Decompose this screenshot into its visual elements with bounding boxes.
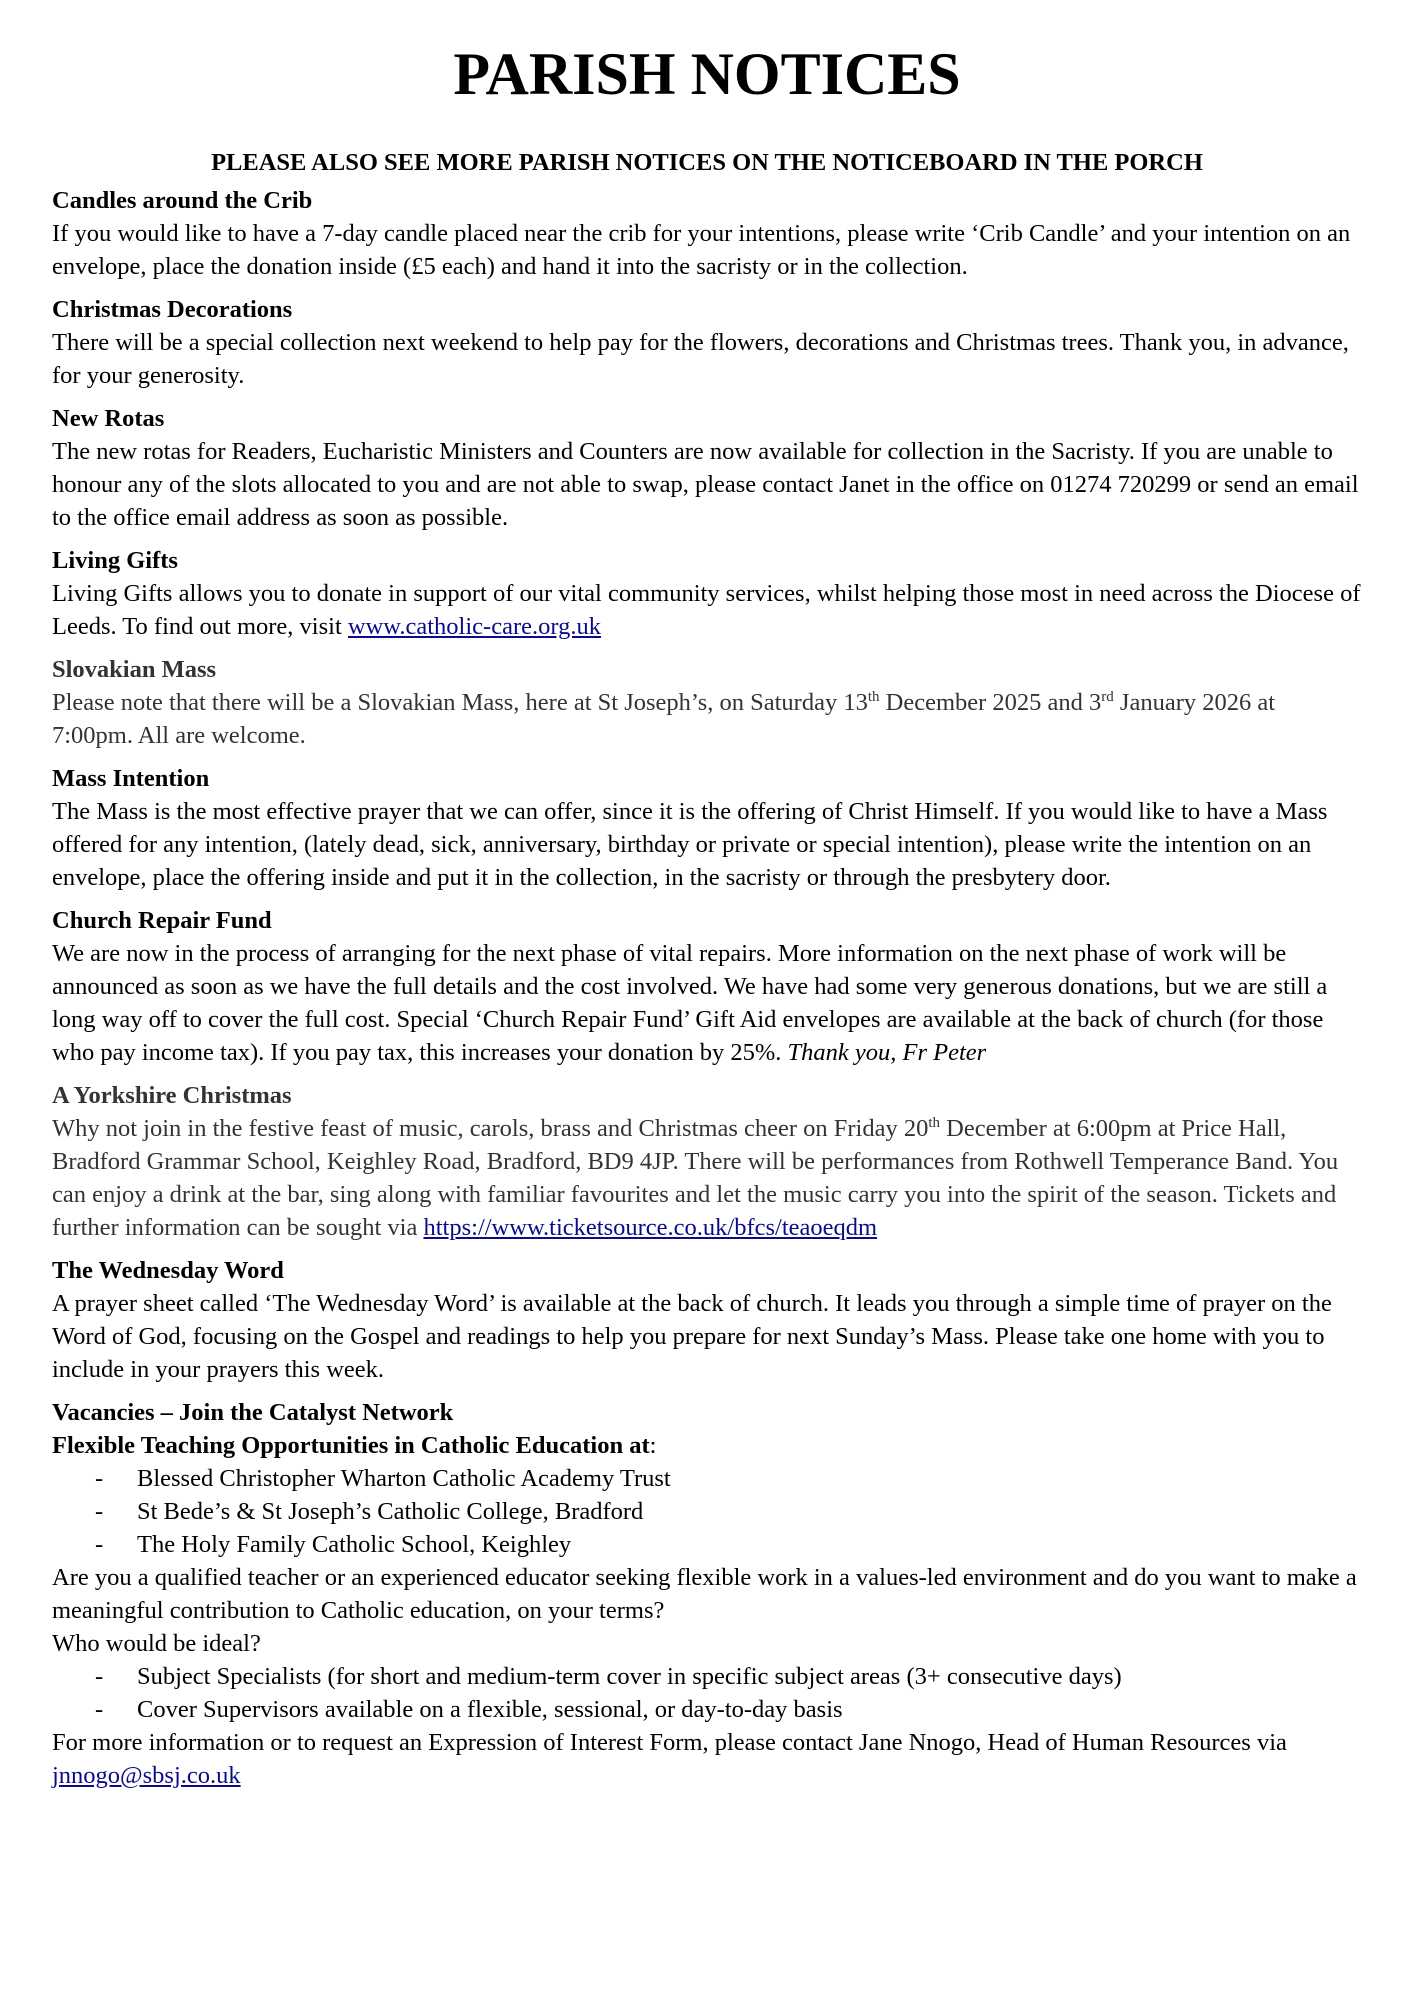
notice-body-text: Living Gifts allows you to donate in support of our vital community services, whilst helping those most in need across the Diocese of Leeds. To find out more, visit	[52, 580, 1361, 640]
notice-body: The new rotas for Readers, Eucharistic Ministers and Counters are now available for collection in the Sacristy. If you are unable to honour any of the slots allocated to you and are not able to swap, please contact Janet in the office on 01274 720299 or send an email to the office email address as soon as possible.	[52, 438, 1359, 531]
notice-wednesday-word	[52, 1254, 1362, 1386]
notice-crib-candles	[52, 184, 1362, 283]
notice-living-gifts	[52, 544, 1362, 643]
notice-heading: Candles around the Crib	[52, 187, 313, 214]
notice-body	[52, 937, 1362, 1069]
email-link[interactable]: jnnogo@sbsj.co.uk	[52, 1762, 241, 1789]
page-subtitle: PLEASE ALSO SEE MORE PARISH NOTICES ON THE NOTICEBOARD IN THE PORCH	[211, 149, 1203, 176]
notice-body	[52, 577, 1362, 643]
subheading-colon: :	[649, 1432, 657, 1459]
notice-body: A prayer sheet called ‘The Wednesday Word’ is available at the back of church. It leads you through a simple time of prayer on the Word of God, focusing on the Gospel and readings to help you prepare for next Sunday’s Mass. Please take one home with you to include in your prayers this week.	[52, 1290, 1332, 1383]
school-name: Blessed Christopher Wharton Catholic Academy Trust	[137, 1465, 671, 1492]
notice-body: There will be a special collection next weekend to help pay for the flowers, decorations and Christmas trees. Thank you, in advance, for your generosity.	[52, 329, 1349, 389]
notice-heading: Slovakian Mass	[52, 656, 217, 683]
notice-heading: A Yorkshire Christmas	[52, 1082, 292, 1109]
notice-heading: Living Gifts	[52, 547, 178, 574]
notice-mass-intention	[52, 762, 1362, 894]
schools-list	[52, 1462, 1362, 1561]
page-title: PARISH NOTICES	[453, 41, 961, 107]
notice-new-rotas	[52, 402, 1362, 534]
dash-bullet-icon: -	[95, 1465, 104, 1492]
notice-body-text: Why not join in the festive feast of music, carols, brass and Christmas cheer on Friday 20	[52, 1115, 929, 1142]
list-item	[52, 1693, 1362, 1726]
notice-christmas-decorations	[52, 293, 1362, 392]
notice-body-text: December 2025 and 3	[879, 689, 1102, 716]
signoff: Thank you, Fr Peter	[787, 1039, 987, 1066]
notice-heading: Vacancies – Join the Catalyst Network	[52, 1399, 454, 1426]
notice-slovakian-mass	[52, 653, 1362, 752]
vacancy-question: Are you a qualified teacher or an experienced educator seeking flexible work in a values-led environment and do you want to make a meaningful contribution to Catholic education, on your terms?	[52, 1564, 1357, 1624]
dash-bullet-icon: -	[95, 1663, 104, 1690]
notice-church-repair-fund	[52, 904, 1362, 1069]
list-item	[52, 1528, 1362, 1561]
role-description: Subject Specialists (for short and medium-term cover in specific subject areas (3+ consecutive days)	[137, 1663, 1122, 1690]
ticketsource-link[interactable]: https://www.ticketsource.co.uk/bfcs/teaoeqdm	[423, 1214, 878, 1241]
dash-bullet-icon: -	[95, 1531, 104, 1558]
notice-body-text: January 2026 at 7:00pm. All are welcome.	[52, 689, 1276, 749]
notice-body-text: December at 6:00pm at Price Hall, Bradford Grammar School, Keighley Road, Bradford, BD9 4JP. There will be performances from Rothwell Temperance Band. You can enjoy a drink at the bar, sing along with familiar favourites and let the music carry you into the spirit of the season. Tickets and further information can be sought via	[52, 1115, 1339, 1241]
notice-body-text: Please note that there will be a Slovakian Mass, here at St Joseph’s, on Saturday 13	[52, 689, 868, 716]
notice-heading: The Wednesday Word	[52, 1257, 284, 1284]
dash-bullet-icon: -	[95, 1498, 104, 1525]
school-name: St Bede’s & St Joseph’s Catholic College, Bradford	[137, 1498, 644, 1525]
notice-yorkshire-christmas	[52, 1079, 1362, 1244]
ideal-label: Who would be ideal?	[52, 1630, 261, 1657]
notice-heading: Mass Intention	[52, 765, 210, 792]
notice-vacancies	[52, 1396, 1362, 1792]
notice-heading: Church Repair Fund	[52, 907, 272, 934]
role-description: Cover Supervisors available on a flexible, sessional, or day-to-day basis	[137, 1696, 843, 1723]
notice-body	[52, 686, 1362, 752]
list-item	[52, 1660, 1362, 1693]
ordinal-suffix: th	[867, 689, 880, 705]
catholic-care-link[interactable]: www.catholic-care.org.uk	[347, 613, 601, 640]
list-item	[52, 1462, 1362, 1495]
notice-body: If you would like to have a 7-day candle placed near the crib for your intentions, please write ‘Crib Candle’ and your intention on an envelope, place the donation inside (£5 each) and hand it into the sacristy or in the collection.	[52, 220, 1351, 280]
ordinal-suffix: rd	[1101, 689, 1114, 705]
notice-body: The Mass is the most effective prayer that we can offer, since it is the offering of Christ Himself. If you would like to have a Mass offered for any intention, (lately dead, sick, anniversary, birthday or private or special intention), please write the intention on an envelope, place the offering inside and put it in the collection, in the sacristy or through the presbytery door.	[52, 798, 1328, 891]
ordinal-suffix: th	[928, 1115, 941, 1131]
notice-subheading	[52, 1429, 1362, 1462]
notice-heading: Christmas Decorations	[52, 296, 293, 323]
subheading-text: Flexible Teaching Opportunities in Catholic Education at	[52, 1432, 650, 1459]
school-name: The Holy Family Catholic School, Keighley	[137, 1531, 572, 1558]
roles-list	[52, 1660, 1362, 1726]
contact-text	[52, 1726, 1362, 1792]
list-item	[52, 1495, 1362, 1528]
notice-body	[52, 1112, 1362, 1244]
notice-heading: New Rotas	[52, 405, 165, 432]
notice-body-text: For more information or to request an Expression of Interest Form, please contact Jane Nnogo, Head of Human Resources via	[52, 1729, 1287, 1756]
dash-bullet-icon: -	[95, 1696, 104, 1723]
notice-body-text: We are now in the process of arranging for the next phase of vital repairs. More information on the next phase of work will be announced as soon as we have the full details and the cost involved. We have had some very generous donations, but we are still a long way off to cover the full cost. Special ‘Church Repair Fund’ Gift Aid envelopes are available at the back of church (for those who pay income tax). If you pay tax, this increases your donation by 25%.	[52, 940, 1328, 1066]
